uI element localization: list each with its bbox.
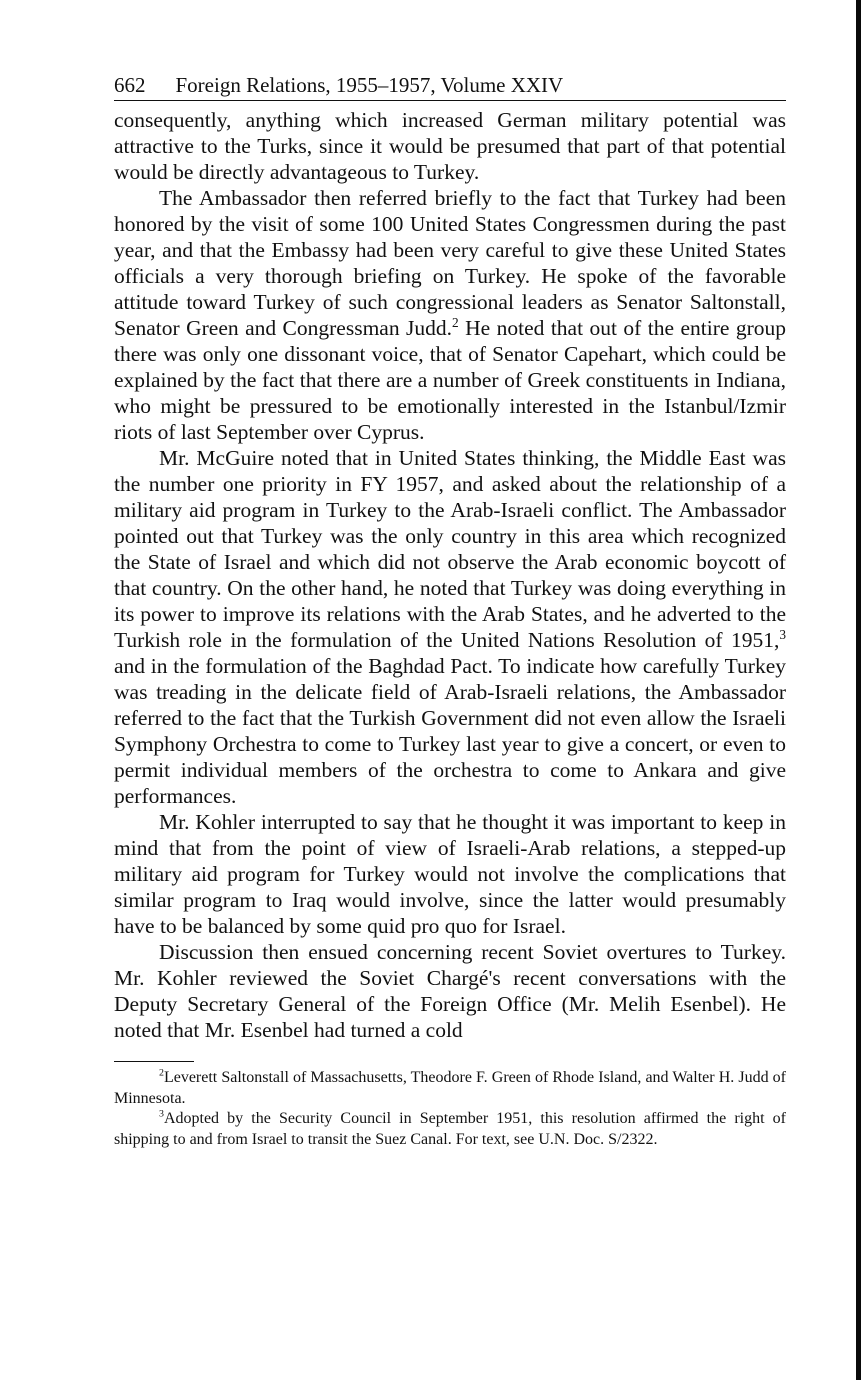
page-number: 662 bbox=[114, 73, 146, 97]
footnote-ref-2[interactable]: 2 bbox=[452, 314, 459, 330]
paragraph-2 bbox=[114, 185, 786, 445]
footnote-2 bbox=[114, 1068, 786, 1109]
paragraph-3 bbox=[114, 445, 786, 809]
paragraph-3-text: Mr. McGuire noted that in United States thinking, the Middle East was the number one priority in FY 1957, and asked about the relationship of a military aid program in Turkey to the Arab-Israeli conflict. The Ambassador pointed out that Turkey was the only country in this area which recognized the State of Israel and which did not observe the Arab economic boycott of that country. On the other hand, he noted that Turkey was doing everything in its power to improve its relations with the Arab States, and he adverted to the Turkish role in the formulation of the United Nations Resolution of 1951, bbox=[114, 446, 786, 652]
footnote-3 bbox=[114, 1109, 786, 1150]
paragraph-3-text-cont: and in the formulation of the Baghdad Pact. To indicate how carefully Turkey was treading in the delicate field of Arab-Israeli relations, the Ambassador referred to the fact that the Turkish Government did not even allow the Israeli Symphony Orchestra to come to Turkey last year to give a concert, or even to permit individual members of the orchestra to come to Ankara and give performances. bbox=[114, 654, 786, 808]
paragraph-2-text: The Ambassador then referred briefly to the fact that Turkey had been honored by the visit of some 100 United States Congressmen during the past year, and that the Embassy had been very careful to give these United States officials a very thorough briefing on Turkey. He spoke of the favorable attitude toward Turkey of such congressional leaders as Senator Saltonstall, Senator Green and Congressman Judd. bbox=[114, 186, 786, 340]
footnote-2-text: Leverett Saltonstall of Massachusetts, Theodore F. Green of Rhode Island, and Walter H. Judd of Minnesota. bbox=[114, 1069, 786, 1107]
footnotes bbox=[114, 1068, 786, 1150]
body-text bbox=[114, 107, 786, 1043]
footnote-3-text: Adopted by the Security Council in September 1951, this resolution affirmed the right of shipping to and from Israel to transit the Suez Canal. For text, see U.N. Doc. S/2322. bbox=[114, 1110, 786, 1148]
document-page bbox=[114, 70, 786, 1150]
running-header bbox=[114, 70, 786, 101]
paragraph-4: Mr. Kohler interrupted to say that he thought it was important to keep in mind that from the point of view of Israeli-Arab relations, a stepped-up military aid program for Turkey would not involve the complications that similar program to Iraq would involve, since the latter would presumably have to be balanced by some quid pro quo for Israel. bbox=[114, 810, 786, 938]
paragraph-1: consequently, anything which increased German military potential was attractive to the Turks, since it would be presumed that part of that potential would be directly advantageous to Turkey. bbox=[114, 108, 786, 184]
footnote-divider bbox=[114, 1061, 194, 1062]
footnote-ref-3[interactable]: 3 bbox=[779, 626, 786, 642]
footnote-marker-2: 2 bbox=[159, 1067, 164, 1079]
running-title: Foreign Relations, 1955–1957, Volume XXIV bbox=[175, 73, 564, 97]
scan-border bbox=[856, 0, 861, 1380]
paragraph-2-text-cont: He noted that out of the entire group there was only one dissonant voice, that of Senator Capehart, which could be explained by the fact that there are a number of Greek constituents in Indiana, who might be pressured to be emotionally interested in the Istanbul/Izmir riots of last September over Cyprus. bbox=[114, 316, 786, 444]
paragraph-5: Discussion then ensued concerning recent Soviet overtures to Turkey. Mr. Kohler reviewed the Soviet Chargé's recent conversations with the Deputy Secretary General of the Foreign Office (Mr. Melih Esenbel). He noted that Mr. Esenbel had turned a cold bbox=[114, 940, 786, 1042]
footnote-marker-3: 3 bbox=[159, 1108, 164, 1120]
